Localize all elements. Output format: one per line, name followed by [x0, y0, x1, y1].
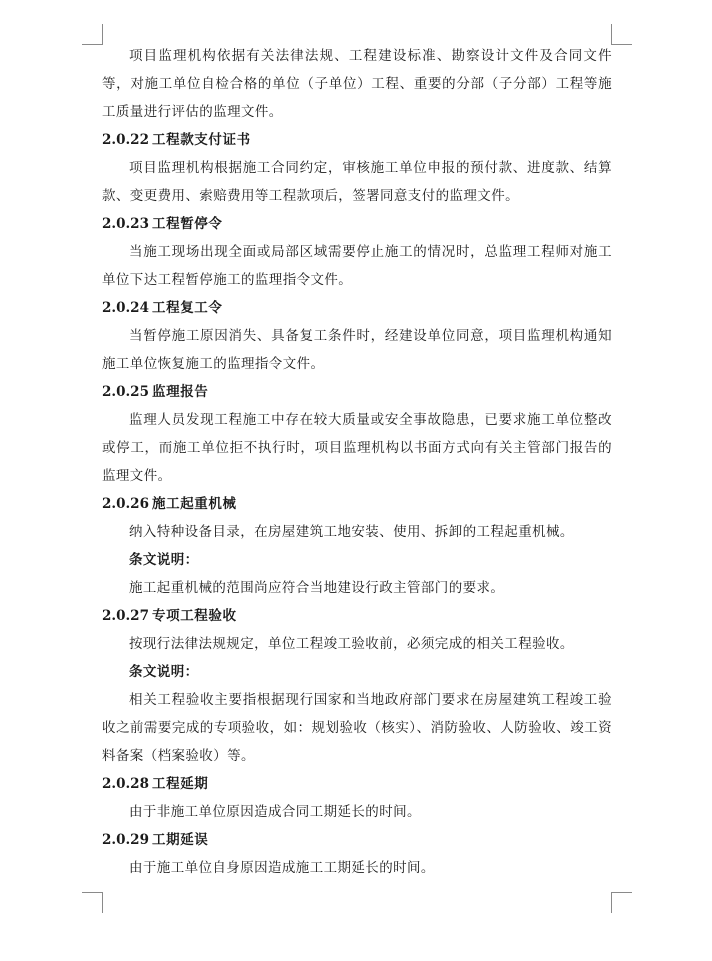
section-body: 按现行法律法规规定，单位工程竣工验收前，必须完成的相关工程验收。	[129, 636, 574, 652]
section-heading	[102, 210, 612, 238]
section-number: 2.0.25	[102, 384, 149, 400]
section-body: 由于施工单位自身原因造成施工工期延长的时间。	[129, 860, 435, 876]
note-body: 相关工程验收主要指根据现行国家和当地政府部门要求在房屋建筑工程竣工验收之前需要完成的专项验收，如：规划验收（核实）、消防验收、人防验收、竣工资料备案（档案验收）等。	[102, 692, 612, 764]
section-title: 工期延误	[152, 832, 209, 848]
section-number: 2.0.28	[102, 776, 149, 792]
note-label: 条文说明：	[129, 552, 199, 568]
section-title: 工程款支付证书	[152, 132, 251, 148]
section-number: 2.0.29	[102, 832, 149, 848]
crop-mark-bottom-left	[82, 892, 103, 913]
intro-paragraph: 项目监理机构依据有关法律法规、工程建设标准、勘察设计文件及合同文件等，对施工单位自检合格的单位（子单位）工程、重要的分部（子分部）工程等施工质量进行评估的监理文件。	[102, 48, 612, 120]
crop-mark-top-left	[82, 24, 103, 45]
document-body	[102, 42, 612, 882]
section-title: 施工起重机械	[152, 496, 237, 512]
section-number: 2.0.24	[102, 300, 149, 316]
section-heading	[102, 126, 612, 154]
crop-mark-top-right	[611, 24, 632, 45]
note-body: 施工起重机械的范围尚应符合当地建设行政主管部门的要求。	[129, 580, 505, 596]
section-heading	[102, 602, 612, 630]
section-body: 由于非施工单位原因造成合同工期延长的时间。	[129, 804, 421, 820]
section-title: 工程复工令	[152, 300, 223, 316]
note-label: 条文说明：	[129, 664, 199, 680]
section-body: 当暂停施工原因消失、具备复工条件时，经建设单位同意，项目监理机构通知施工单位恢复施工的监理指令文件。	[102, 328, 612, 372]
section-body: 项目监理机构根据施工合同约定，审核施工单位申报的预付款、进度款、结算款、变更费用、索赔费用等工程款项后，签署同意支付的监理文件。	[102, 160, 612, 204]
section-heading	[102, 294, 612, 322]
section-title: 工程暂停令	[152, 216, 223, 232]
section-heading	[102, 378, 612, 406]
section-body: 当施工现场出现全面或局部区域需要停止施工的情况时，总监理工程师对施工单位下达工程暂停施工的监理指令文件。	[102, 244, 612, 288]
section-number: 2.0.22	[102, 132, 149, 148]
section-number: 2.0.23	[102, 216, 149, 232]
section-body: 监理人员发现工程施工中存在较大质量或安全事故隐患，已要求施工单位整改或停工，而施工单位拒不执行时，项目监理机构以书面方式向有关主管部门报告的监理文件。	[102, 412, 612, 484]
section-body: 纳入特种设备目录，在房屋建筑工地安装、使用、拆卸的工程起重机械。	[129, 524, 574, 540]
section-heading	[102, 826, 612, 854]
section-heading	[102, 490, 612, 518]
section-title: 工程延期	[152, 776, 209, 792]
section-number: 2.0.27	[102, 608, 149, 624]
section-number: 2.0.26	[102, 496, 149, 512]
crop-mark-bottom-right	[611, 892, 632, 913]
section-heading	[102, 770, 612, 798]
section-title: 监理报告	[152, 384, 209, 400]
section-title: 专项工程验收	[152, 608, 237, 624]
